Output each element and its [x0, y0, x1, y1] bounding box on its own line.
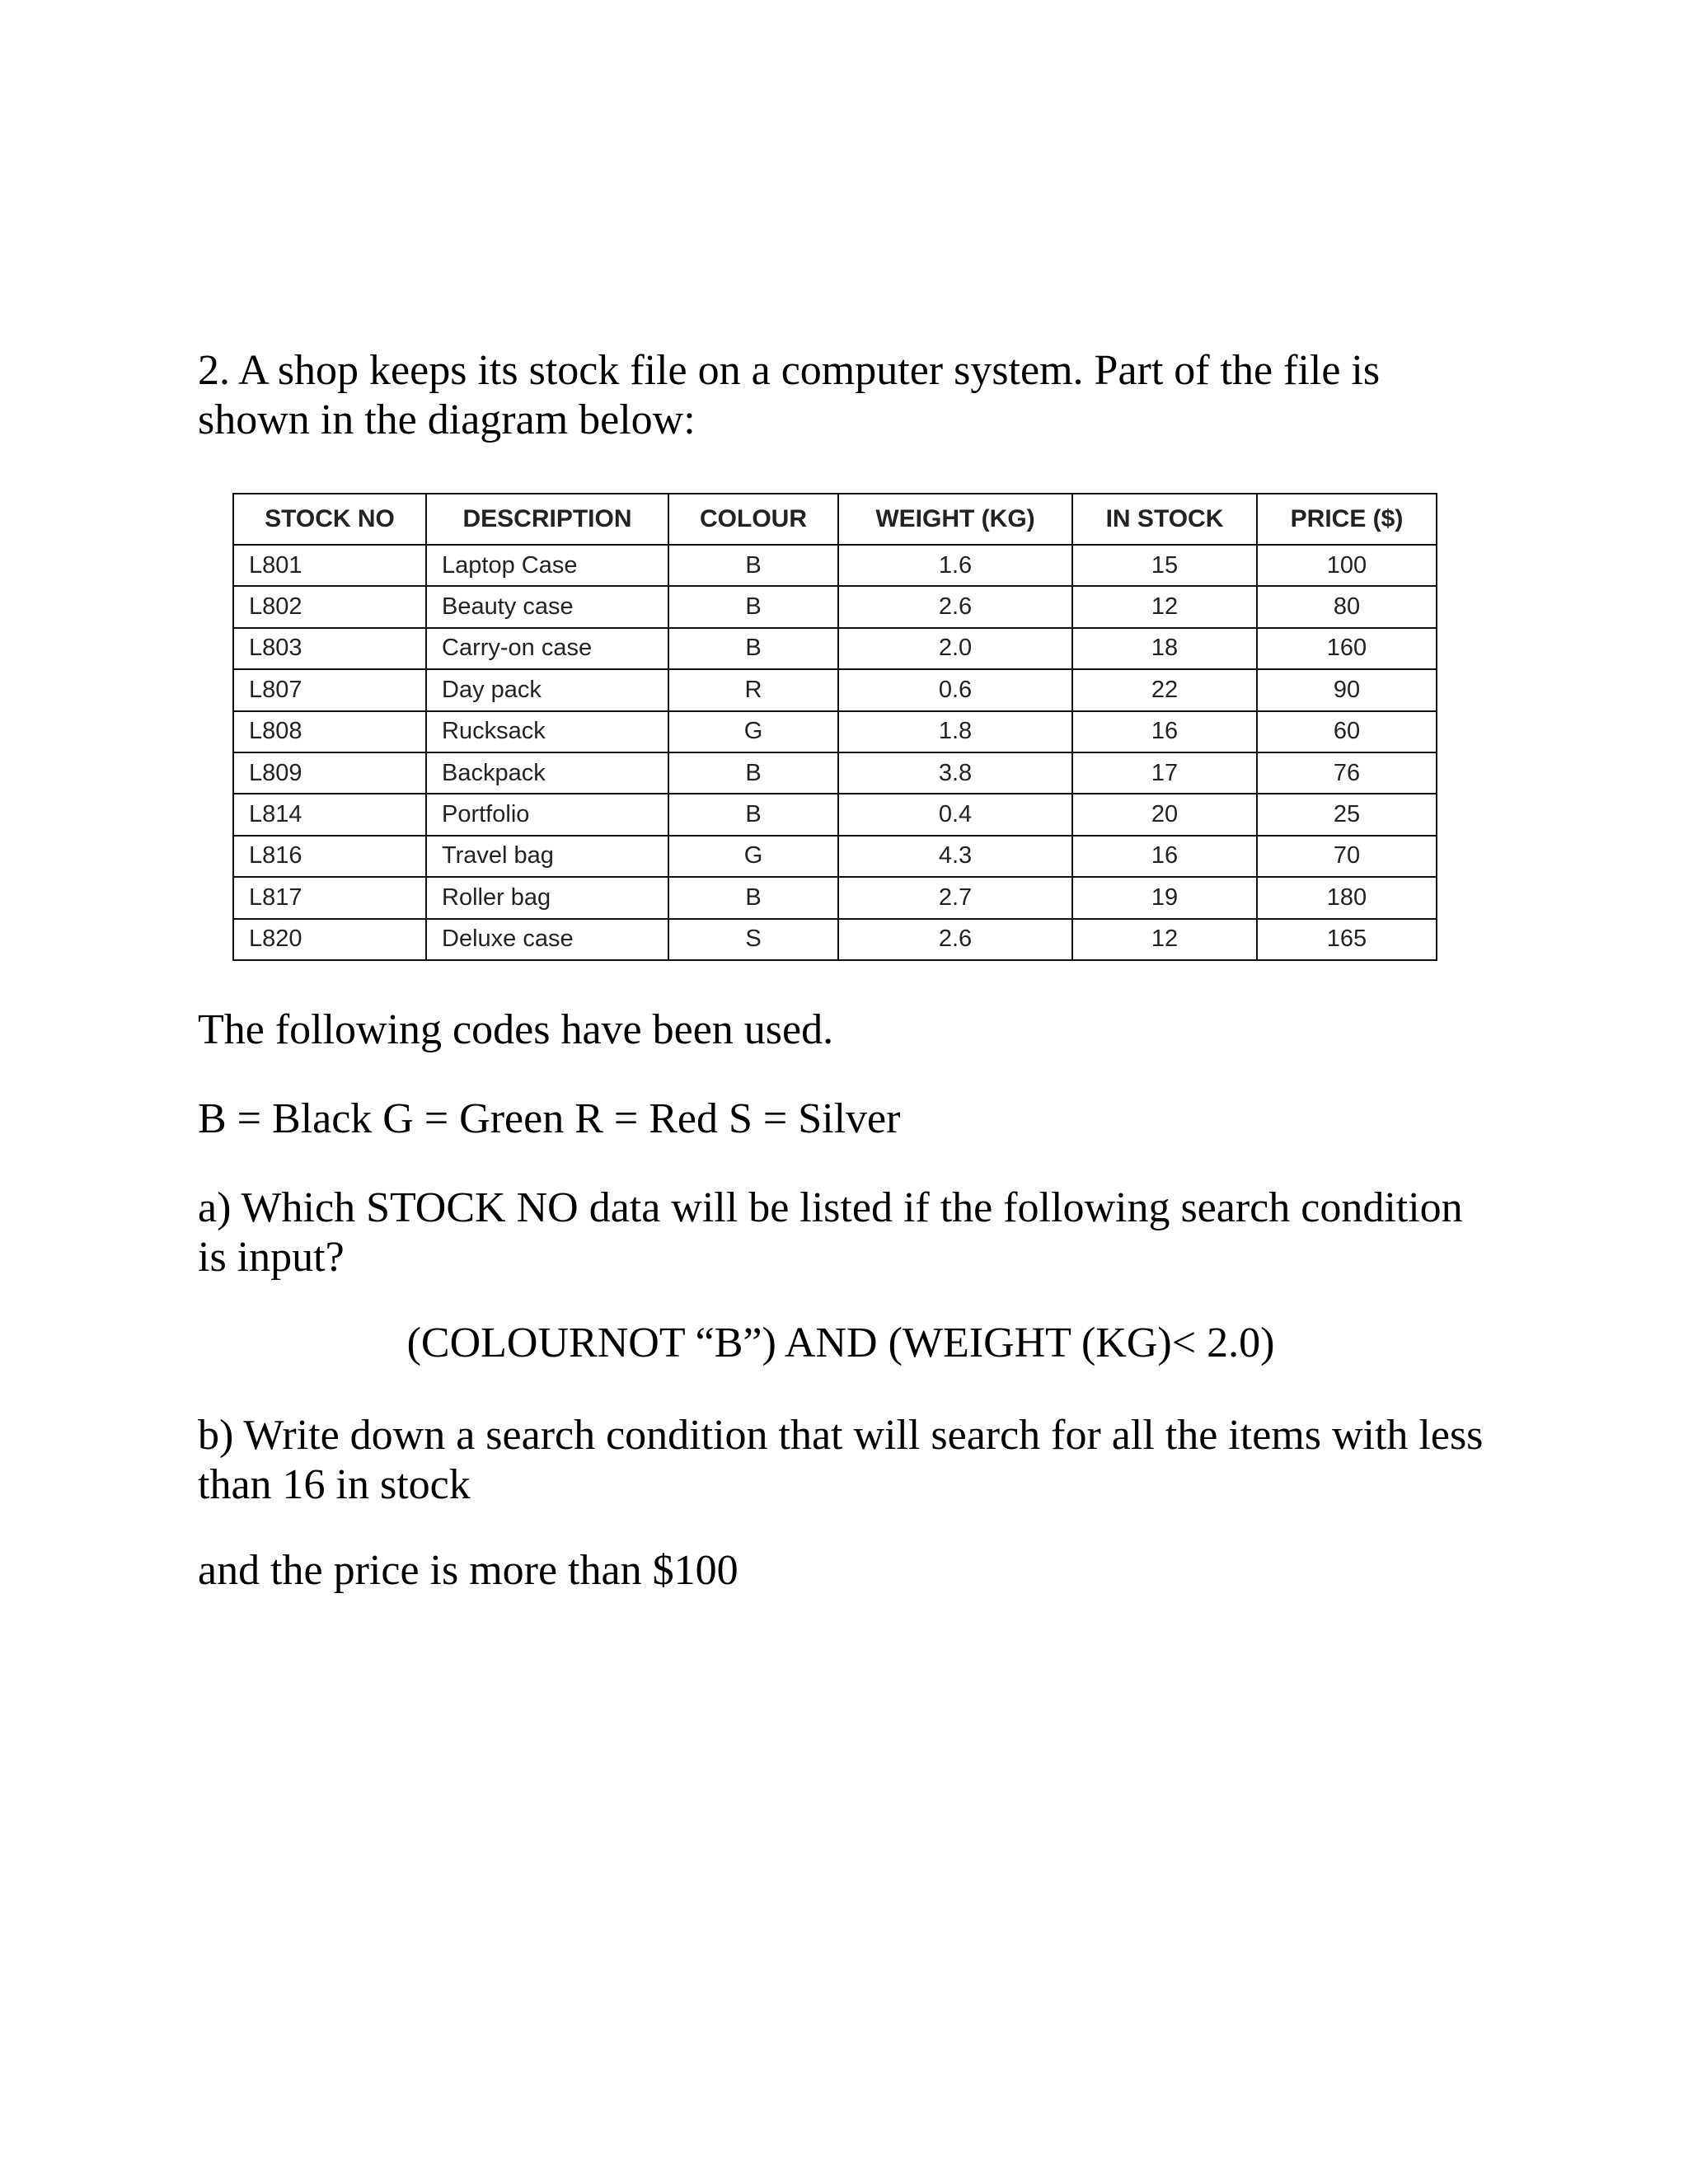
- part-a-condition: (COLOURNOT “B”) AND (WEIGHT (KG)< 2.0): [406, 1319, 1275, 1366]
- cell-in-stock: 19: [1072, 877, 1257, 918]
- cell-weight: 4.3: [838, 836, 1072, 877]
- cell-colour: R: [668, 669, 838, 710]
- cell-price: 60: [1257, 711, 1437, 752]
- cell-weight: 0.4: [838, 794, 1072, 835]
- header-description: DESCRIPTION: [426, 494, 668, 545]
- cell-description: Beauty case: [426, 586, 668, 627]
- cell-colour: B: [668, 628, 838, 669]
- cell-weight: 3.8: [838, 752, 1072, 794]
- table-row: [233, 711, 1437, 752]
- question-intro: 2. A shop keeps its stock file on a computer system. Part of the file is shown in the diagram below:: [198, 347, 1381, 443]
- cell-price: 180: [1257, 877, 1437, 918]
- header-weight: WEIGHT (KG): [838, 494, 1072, 545]
- cell-price: 25: [1257, 794, 1437, 835]
- cell-weight: 2.7: [838, 877, 1072, 918]
- cell-colour: G: [668, 711, 838, 752]
- cell-in-stock: 18: [1072, 628, 1257, 669]
- table-row: [233, 586, 1437, 627]
- cell-weight: 2.0: [838, 628, 1072, 669]
- cell-colour: G: [668, 836, 838, 877]
- part-b-question: b) Write down a search condition that will search for all the items with less than 16 in stock: [198, 1412, 1484, 1508]
- cell-stock-no: L814: [233, 794, 426, 835]
- cell-description: Travel bag: [426, 836, 668, 877]
- cell-in-stock: 17: [1072, 752, 1257, 794]
- table-header-row: [233, 494, 1437, 545]
- table-row: [233, 752, 1437, 794]
- table-row: [233, 794, 1437, 835]
- table-row: [233, 628, 1437, 669]
- cell-stock-no: L820: [233, 919, 426, 960]
- cell-price: 165: [1257, 919, 1437, 960]
- table-row: [233, 545, 1437, 586]
- part-a-question: a) Which STOCK NO data will be listed if the following search condition is input?: [198, 1184, 1463, 1281]
- cell-description: Deluxe case: [426, 919, 668, 960]
- codes-legend: B = Black G = Green R = Red S = Silver: [198, 1095, 901, 1142]
- cell-stock-no: L809: [233, 752, 426, 794]
- header-in-stock: IN STOCK: [1072, 494, 1257, 545]
- table-row: [233, 836, 1437, 877]
- header-colour: COLOUR: [668, 494, 838, 545]
- header-price: PRICE ($): [1257, 494, 1437, 545]
- part-b-question-continued: and the price is more than $100: [198, 1547, 738, 1594]
- codes-intro: The following codes have been used.: [198, 1006, 834, 1053]
- cell-price: 100: [1257, 545, 1437, 586]
- cell-colour: S: [668, 919, 838, 960]
- cell-price: 90: [1257, 669, 1437, 710]
- table-row: [233, 919, 1437, 960]
- cell-price: 76: [1257, 752, 1437, 794]
- cell-weight: 1.8: [838, 711, 1072, 752]
- cell-in-stock: 16: [1072, 836, 1257, 877]
- cell-weight: 2.6: [838, 919, 1072, 960]
- cell-description: Portfolio: [426, 794, 668, 835]
- cell-in-stock: 15: [1072, 545, 1257, 586]
- table-row: [233, 669, 1437, 710]
- cell-stock-no: L807: [233, 669, 426, 710]
- cell-price: 70: [1257, 836, 1437, 877]
- cell-in-stock: 12: [1072, 586, 1257, 627]
- cell-price: 80: [1257, 586, 1437, 627]
- cell-description: Day pack: [426, 669, 668, 710]
- cell-description: Roller bag: [426, 877, 668, 918]
- cell-stock-no: L803: [233, 628, 426, 669]
- cell-colour: B: [668, 752, 838, 794]
- cell-colour: B: [668, 794, 838, 835]
- cell-description: Backpack: [426, 752, 668, 794]
- cell-in-stock: 16: [1072, 711, 1257, 752]
- cell-colour: B: [668, 586, 838, 627]
- cell-stock-no: L801: [233, 545, 426, 586]
- cell-description: Carry-on case: [426, 628, 668, 669]
- table-row: [233, 877, 1437, 918]
- cell-stock-no: L802: [233, 586, 426, 627]
- cell-stock-no: L816: [233, 836, 426, 877]
- cell-stock-no: L808: [233, 711, 426, 752]
- cell-price: 160: [1257, 628, 1437, 669]
- cell-colour: B: [668, 545, 838, 586]
- cell-in-stock: 22: [1072, 669, 1257, 710]
- stock-table: [232, 493, 1437, 961]
- cell-colour: B: [668, 877, 838, 918]
- header-stock-no: STOCK NO: [233, 494, 426, 545]
- cell-description: Laptop Case: [426, 545, 668, 586]
- stock-table-container: [232, 493, 1436, 961]
- cell-weight: 0.6: [838, 669, 1072, 710]
- cell-weight: 2.6: [838, 586, 1072, 627]
- cell-in-stock: 12: [1072, 919, 1257, 960]
- cell-in-stock: 20: [1072, 794, 1257, 835]
- cell-stock-no: L817: [233, 877, 426, 918]
- cell-description: Rucksack: [426, 711, 668, 752]
- cell-weight: 1.6: [838, 545, 1072, 586]
